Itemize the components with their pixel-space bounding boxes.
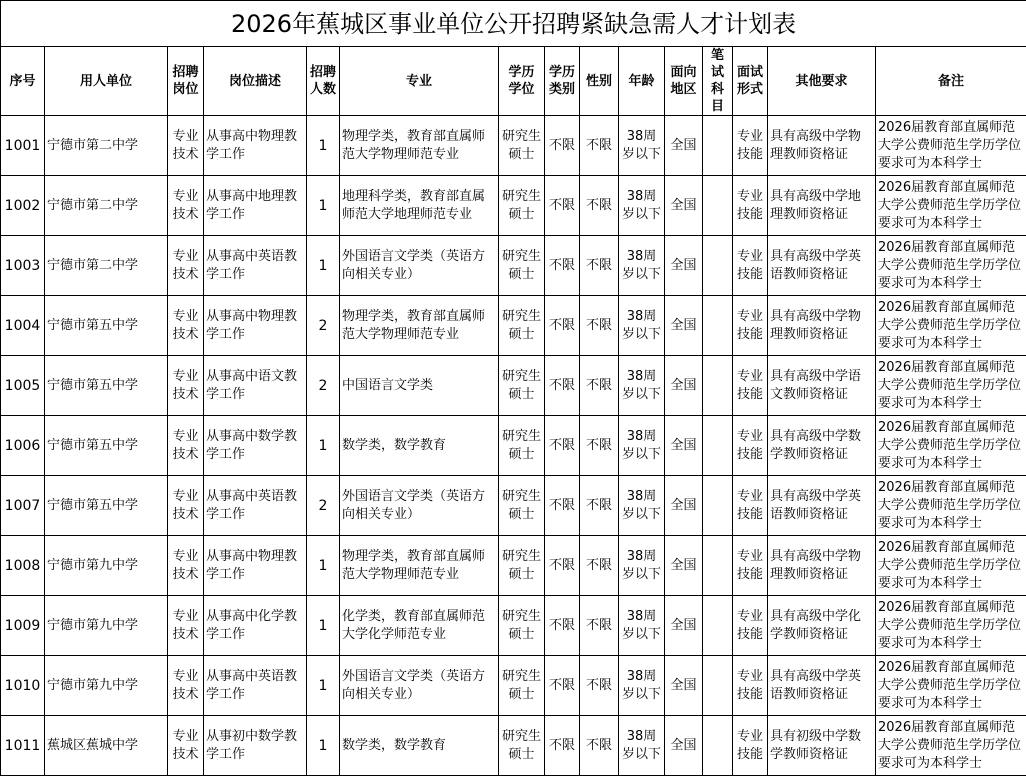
header-col-note: 备注 bbox=[876, 47, 1026, 116]
cell-edu-type: 不限 bbox=[545, 176, 580, 236]
cell-degree: 研究生硕士 bbox=[499, 356, 545, 416]
cell-major: 外国语言文学类（英语方向相关专业） bbox=[340, 236, 499, 296]
cell-unit: 宁德市第二中学 bbox=[45, 176, 168, 236]
cell-region: 全国 bbox=[665, 296, 703, 356]
cell-count: 2 bbox=[307, 296, 340, 356]
cell-gender: 不限 bbox=[580, 236, 619, 296]
header-col-other: 其他要求 bbox=[768, 47, 876, 116]
header-col-unit: 用人单位 bbox=[45, 47, 168, 116]
cell-region: 全国 bbox=[665, 416, 703, 476]
cell-unit: 宁德市第五中学 bbox=[45, 416, 168, 476]
cell-interview: 专业技能 bbox=[733, 716, 768, 776]
cell-desc: 从事高中英语教学工作 bbox=[204, 476, 307, 536]
cell-note: 2026届教育部直属师范大学公费师范生学历学位要求可为本科学士 bbox=[876, 356, 1026, 416]
cell-other: 具有高级中学物理教师资格证 bbox=[768, 296, 876, 356]
header-col-age: 年龄 bbox=[619, 47, 665, 116]
cell-age: 38周岁以下 bbox=[619, 116, 665, 176]
cell-gender: 不限 bbox=[580, 356, 619, 416]
header-col-post: 招聘 岗位 bbox=[168, 47, 204, 116]
cell-major: 物理学类，教育部直属师范大学物理师范专业 bbox=[340, 296, 499, 356]
cell-seq: 1009 bbox=[1, 596, 45, 656]
cell-exam bbox=[703, 716, 733, 776]
cell-unit: 宁德市第五中学 bbox=[45, 356, 168, 416]
cell-age: 38周岁以下 bbox=[619, 716, 665, 776]
cell-gender: 不限 bbox=[580, 596, 619, 656]
cell-major: 化学类，教育部直属师范大学化学师范专业 bbox=[340, 596, 499, 656]
cell-major: 外国语言文学类（英语方向相关专业） bbox=[340, 656, 499, 716]
table-row bbox=[1, 476, 1026, 536]
cell-exam bbox=[703, 296, 733, 356]
cell-interview: 专业技能 bbox=[733, 356, 768, 416]
cell-region: 全国 bbox=[665, 716, 703, 776]
cell-edu-type: 不限 bbox=[545, 596, 580, 656]
table-row bbox=[1, 596, 1026, 656]
cell-seq: 1002 bbox=[1, 176, 45, 236]
cell-degree: 研究生硕士 bbox=[499, 236, 545, 296]
cell-desc: 从事高中物理教学工作 bbox=[204, 296, 307, 356]
cell-degree: 研究生硕士 bbox=[499, 116, 545, 176]
cell-other: 具有高级中学英语教师资格证 bbox=[768, 476, 876, 536]
table-row bbox=[1, 236, 1026, 296]
cell-age: 38周岁以下 bbox=[619, 296, 665, 356]
cell-edu-type: 不限 bbox=[545, 296, 580, 356]
cell-count: 1 bbox=[307, 716, 340, 776]
cell-count: 1 bbox=[307, 236, 340, 296]
cell-major: 数学类，数学教育 bbox=[340, 416, 499, 476]
cell-count: 2 bbox=[307, 356, 340, 416]
cell-interview: 专业技能 bbox=[733, 596, 768, 656]
cell-age: 38周岁以下 bbox=[619, 416, 665, 476]
cell-region: 全国 bbox=[665, 596, 703, 656]
cell-interview: 专业技能 bbox=[733, 176, 768, 236]
cell-post: 专业技术 bbox=[168, 236, 204, 296]
cell-exam bbox=[703, 536, 733, 596]
cell-seq: 1001 bbox=[1, 116, 45, 176]
cell-other: 具有高级中学化学教师资格证 bbox=[768, 596, 876, 656]
cell-age: 38周岁以下 bbox=[619, 536, 665, 596]
table-row bbox=[1, 116, 1026, 176]
cell-region: 全国 bbox=[665, 236, 703, 296]
cell-interview: 专业技能 bbox=[733, 296, 768, 356]
header-col-major: 专业 bbox=[340, 47, 499, 116]
header-col-interview: 面试 形式 bbox=[733, 47, 768, 116]
cell-edu-type: 不限 bbox=[545, 716, 580, 776]
cell-other: 具有高级中学英语教师资格证 bbox=[768, 656, 876, 716]
cell-post: 专业技术 bbox=[168, 296, 204, 356]
cell-other: 具有高级中学数学教师资格证 bbox=[768, 416, 876, 476]
cell-degree: 研究生硕士 bbox=[499, 416, 545, 476]
cell-gender: 不限 bbox=[580, 716, 619, 776]
cell-desc: 从事高中数学教学工作 bbox=[204, 416, 307, 476]
cell-count: 2 bbox=[307, 476, 340, 536]
cell-region: 全国 bbox=[665, 176, 703, 236]
cell-note: 2026届教育部直属师范大学公费师范生学历学位要求可为本科学士 bbox=[876, 296, 1026, 356]
cell-age: 38周岁以下 bbox=[619, 596, 665, 656]
cell-note: 2026届教育部直属师范大学公费师范生学历学位要求可为本科学士 bbox=[876, 116, 1026, 176]
cell-degree: 研究生硕士 bbox=[499, 536, 545, 596]
cell-count: 1 bbox=[307, 116, 340, 176]
cell-post: 专业技术 bbox=[168, 476, 204, 536]
cell-age: 38周岁以下 bbox=[619, 476, 665, 536]
cell-note: 2026届教育部直属师范大学公费师范生学历学位要求可为本科学士 bbox=[876, 716, 1026, 776]
cell-region: 全国 bbox=[665, 536, 703, 596]
cell-exam bbox=[703, 176, 733, 236]
header-col-seq: 序号 bbox=[1, 47, 45, 116]
cell-count: 1 bbox=[307, 536, 340, 596]
cell-major: 物理学类，教育部直属师范大学物理师范专业 bbox=[340, 116, 499, 176]
cell-degree: 研究生硕士 bbox=[499, 596, 545, 656]
cell-gender: 不限 bbox=[580, 116, 619, 176]
cell-degree: 研究生硕士 bbox=[499, 296, 545, 356]
cell-gender: 不限 bbox=[580, 476, 619, 536]
cell-unit: 宁德市第九中学 bbox=[45, 656, 168, 716]
table-body bbox=[1, 116, 1026, 776]
cell-desc: 从事高中英语教学工作 bbox=[204, 236, 307, 296]
cell-degree: 研究生硕士 bbox=[499, 176, 545, 236]
cell-other: 具有初级中学数学教师资格证 bbox=[768, 716, 876, 776]
cell-region: 全国 bbox=[665, 656, 703, 716]
cell-unit: 宁德市第五中学 bbox=[45, 296, 168, 356]
header-col-count: 招聘 人数 bbox=[307, 47, 340, 116]
cell-unit: 宁德市第二中学 bbox=[45, 116, 168, 176]
cell-unit: 宁德市第九中学 bbox=[45, 596, 168, 656]
cell-post: 专业技术 bbox=[168, 536, 204, 596]
cell-exam bbox=[703, 416, 733, 476]
cell-seq: 1004 bbox=[1, 296, 45, 356]
cell-gender: 不限 bbox=[580, 536, 619, 596]
cell-note: 2026届教育部直属师范大学公费师范生学历学位要求可为本科学士 bbox=[876, 536, 1026, 596]
cell-age: 38周岁以下 bbox=[619, 236, 665, 296]
cell-other: 具有高级中学物理教师资格证 bbox=[768, 116, 876, 176]
cell-post: 专业技术 bbox=[168, 596, 204, 656]
cell-desc: 从事高中地理教学工作 bbox=[204, 176, 307, 236]
cell-note: 2026届教育部直属师范大学公费师范生学历学位要求可为本科学士 bbox=[876, 416, 1026, 476]
cell-post: 专业技术 bbox=[168, 416, 204, 476]
cell-major: 物理学类，教育部直属师范大学物理师范专业 bbox=[340, 536, 499, 596]
cell-edu-type: 不限 bbox=[545, 416, 580, 476]
cell-unit: 蕉城区蕉城中学 bbox=[45, 716, 168, 776]
cell-post: 专业技术 bbox=[168, 356, 204, 416]
cell-unit: 宁德市第二中学 bbox=[45, 236, 168, 296]
cell-degree: 研究生硕士 bbox=[499, 656, 545, 716]
cell-desc: 从事高中语文教学工作 bbox=[204, 356, 307, 416]
cell-exam bbox=[703, 596, 733, 656]
cell-interview: 专业技能 bbox=[733, 116, 768, 176]
header-col-exam: 笔试 科目 bbox=[703, 47, 733, 116]
cell-note: 2026届教育部直属师范大学公费师范生学历学位要求可为本科学士 bbox=[876, 656, 1026, 716]
cell-post: 专业技术 bbox=[168, 716, 204, 776]
cell-degree: 研究生硕士 bbox=[499, 476, 545, 536]
table-row bbox=[1, 716, 1026, 776]
cell-count: 1 bbox=[307, 176, 340, 236]
cell-note: 2026届教育部直属师范大学公费师范生学历学位要求可为本科学士 bbox=[876, 596, 1026, 656]
cell-interview: 专业技能 bbox=[733, 536, 768, 596]
cell-other: 具有高级中学地理教师资格证 bbox=[768, 176, 876, 236]
cell-edu-type: 不限 bbox=[545, 656, 580, 716]
cell-unit: 宁德市第五中学 bbox=[45, 476, 168, 536]
cell-note: 2026届教育部直属师范大学公费师范生学历学位要求可为本科学士 bbox=[876, 476, 1026, 536]
cell-gender: 不限 bbox=[580, 656, 619, 716]
header-row bbox=[1, 47, 1026, 116]
cell-edu-type: 不限 bbox=[545, 236, 580, 296]
cell-region: 全国 bbox=[665, 476, 703, 536]
cell-seq: 1006 bbox=[1, 416, 45, 476]
header-col-gender: 性别 bbox=[580, 47, 619, 116]
header-col-region: 面向 地区 bbox=[665, 47, 703, 116]
cell-seq: 1011 bbox=[1, 716, 45, 776]
cell-edu-type: 不限 bbox=[545, 476, 580, 536]
table-row bbox=[1, 356, 1026, 416]
cell-edu-type: 不限 bbox=[545, 356, 580, 416]
cell-desc: 从事高中化学教学工作 bbox=[204, 596, 307, 656]
cell-seq: 1008 bbox=[1, 536, 45, 596]
cell-other: 具有高级中学英语教师资格证 bbox=[768, 236, 876, 296]
cell-seq: 1005 bbox=[1, 356, 45, 416]
cell-desc: 从事高中物理教学工作 bbox=[204, 116, 307, 176]
cell-seq: 1007 bbox=[1, 476, 45, 536]
cell-post: 专业技术 bbox=[168, 116, 204, 176]
cell-major: 地理科学类，教育部直属师范大学地理师范专业 bbox=[340, 176, 499, 236]
cell-desc: 从事初中数学教学工作 bbox=[204, 716, 307, 776]
cell-interview: 专业技能 bbox=[733, 476, 768, 536]
cell-degree: 研究生硕士 bbox=[499, 716, 545, 776]
cell-region: 全国 bbox=[665, 356, 703, 416]
cell-seq: 1010 bbox=[1, 656, 45, 716]
cell-edu-type: 不限 bbox=[545, 116, 580, 176]
cell-age: 38周岁以下 bbox=[619, 176, 665, 236]
table-row bbox=[1, 296, 1026, 356]
cell-major: 数学类，数学教育 bbox=[340, 716, 499, 776]
cell-exam bbox=[703, 356, 733, 416]
cell-seq: 1003 bbox=[1, 236, 45, 296]
cell-exam bbox=[703, 476, 733, 536]
cell-unit: 宁德市第九中学 bbox=[45, 536, 168, 596]
header-col-edu-type: 学历 类别 bbox=[545, 47, 580, 116]
table-row bbox=[1, 416, 1026, 476]
cell-major: 外国语言文学类（英语方向相关专业） bbox=[340, 476, 499, 536]
header-col-degree: 学历 学位 bbox=[499, 47, 545, 116]
cell-gender: 不限 bbox=[580, 416, 619, 476]
cell-interview: 专业技能 bbox=[733, 656, 768, 716]
cell-region: 全国 bbox=[665, 116, 703, 176]
table-row bbox=[1, 536, 1026, 596]
cell-desc: 从事高中英语教学工作 bbox=[204, 656, 307, 716]
table-row bbox=[1, 656, 1026, 716]
header-col-desc: 岗位描述 bbox=[204, 47, 307, 116]
cell-age: 38周岁以下 bbox=[619, 656, 665, 716]
cell-edu-type: 不限 bbox=[545, 536, 580, 596]
cell-interview: 专业技能 bbox=[733, 236, 768, 296]
cell-post: 专业技术 bbox=[168, 656, 204, 716]
cell-count: 1 bbox=[307, 596, 340, 656]
cell-interview: 专业技能 bbox=[733, 416, 768, 476]
cell-post: 专业技术 bbox=[168, 176, 204, 236]
cell-gender: 不限 bbox=[580, 176, 619, 236]
cell-age: 38周岁以下 bbox=[619, 356, 665, 416]
cell-count: 1 bbox=[307, 656, 340, 716]
cell-desc: 从事高中物理教学工作 bbox=[204, 536, 307, 596]
cell-note: 2026届教育部直属师范大学公费师范生学历学位要求可为本科学士 bbox=[876, 236, 1026, 296]
cell-exam bbox=[703, 116, 733, 176]
cell-other: 具有高级中学物理教师资格证 bbox=[768, 536, 876, 596]
page-title: 2026年蕉城区事业单位公开招聘紧缺急需人才计划表 bbox=[1, 1, 1026, 47]
cell-exam bbox=[703, 236, 733, 296]
table-row bbox=[1, 176, 1026, 236]
cell-note: 2026届教育部直属师范大学公费师范生学历学位要求可为本科学士 bbox=[876, 176, 1026, 236]
cell-major: 中国语言文学类 bbox=[340, 356, 499, 416]
cell-gender: 不限 bbox=[580, 296, 619, 356]
cell-exam bbox=[703, 656, 733, 716]
cell-count: 1 bbox=[307, 416, 340, 476]
cell-other: 具有高级中学语文教师资格证 bbox=[768, 356, 876, 416]
